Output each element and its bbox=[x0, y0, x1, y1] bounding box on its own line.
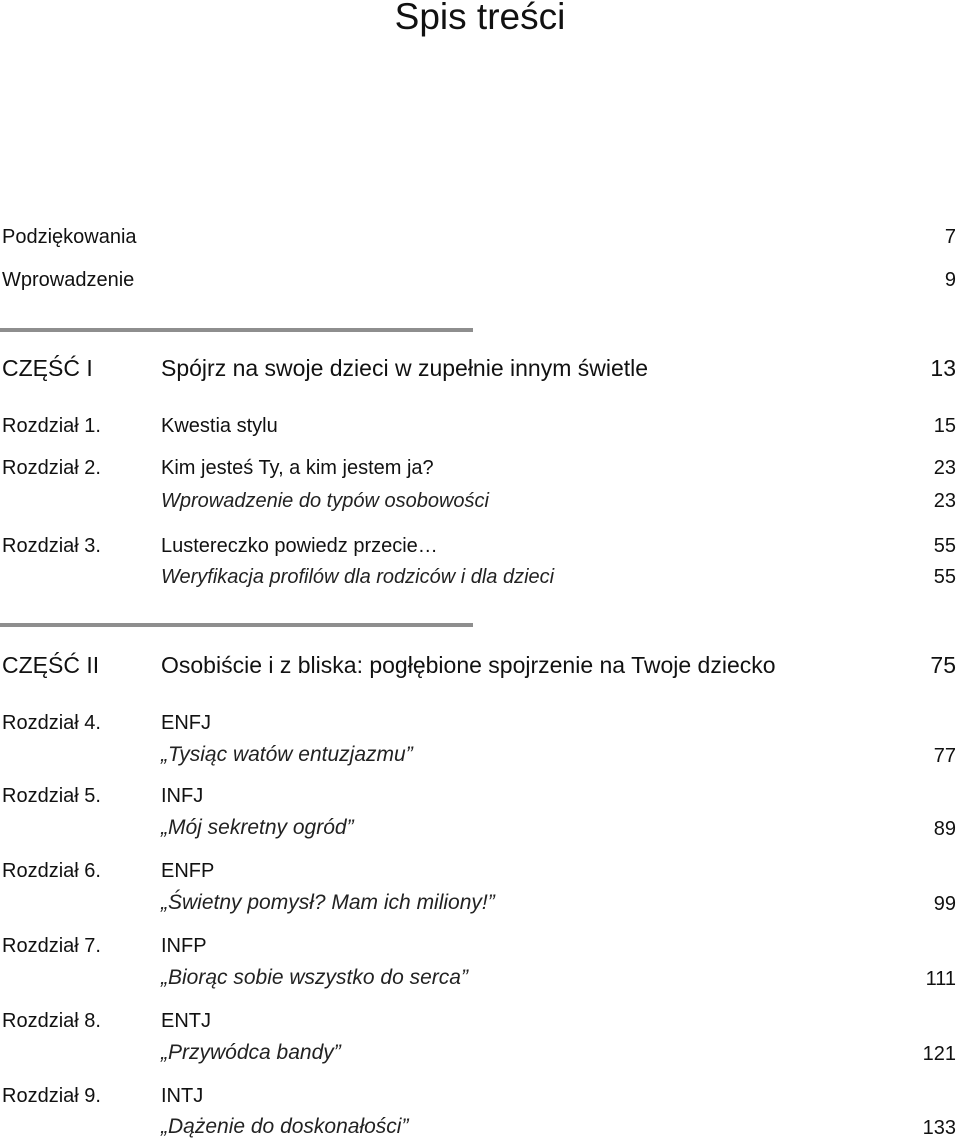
chapter-subtitle-page: 121 bbox=[922, 1043, 956, 1065]
part-label: CZĘŚĆ I bbox=[2, 355, 93, 381]
toc-front-page: 7 bbox=[944, 226, 956, 248]
chapter-subtitle-page: 99 bbox=[933, 893, 956, 915]
chapter-label: Rozdział 1. bbox=[2, 415, 101, 437]
chapter-title: INFJ bbox=[161, 785, 204, 807]
chapter-subtitle: „Przywódca bandy” bbox=[161, 1041, 341, 1064]
chapter-title: ENFP bbox=[161, 860, 215, 882]
chapter-subtitle-page: 89 bbox=[933, 818, 956, 840]
chapter-subtitle-page: 23 bbox=[933, 490, 956, 512]
part-label: CZĘŚĆ II bbox=[2, 652, 100, 678]
part-divider bbox=[0, 623, 473, 627]
chapter-page: 23 bbox=[933, 457, 956, 479]
chapter-subtitle-page: 133 bbox=[922, 1117, 956, 1139]
chapter-subtitle: „Dążenie do doskonałości” bbox=[161, 1115, 409, 1138]
chapter-subtitle: „Świetny pomysł? Mam ich miliony!” bbox=[161, 891, 495, 914]
chapter-page: 15 bbox=[933, 415, 956, 437]
toc-front-page: 9 bbox=[944, 269, 956, 291]
chapter-label: Rozdział 2. bbox=[2, 457, 101, 479]
chapter-label: Rozdział 5. bbox=[2, 785, 101, 807]
toc-front-label: Podziękowania bbox=[2, 226, 137, 248]
chapter-subtitle: „Tysiąc watów entuzjazmu” bbox=[161, 743, 413, 766]
chapter-title: Kim jesteś Ty, a kim jestem ja? bbox=[161, 457, 434, 479]
page-title: Spis treści bbox=[394, 0, 566, 37]
part-title: Spójrz na swoje dzieci w zupełnie innym świetle bbox=[161, 355, 649, 381]
chapter-title: ENTJ bbox=[161, 1010, 211, 1032]
chapter-subtitle: Weryfikacja profilów dla rodziców i dla dzieci bbox=[161, 566, 555, 588]
chapter-title: INTJ bbox=[161, 1085, 204, 1107]
chapter-subtitle-page: 55 bbox=[933, 566, 956, 588]
chapter-title: INFP bbox=[161, 935, 207, 957]
chapter-subtitle: „Biorąc sobie wszystko do serca” bbox=[161, 966, 468, 989]
part-divider bbox=[0, 328, 473, 332]
chapter-label: Rozdział 4. bbox=[2, 712, 101, 734]
part-page: 13 bbox=[930, 355, 956, 381]
part-title: Osobiście i z bliska: pogłębione spojrzenie na Twoje dziecko bbox=[161, 652, 776, 678]
chapter-label: Rozdział 6. bbox=[2, 860, 101, 882]
chapter-page: 55 bbox=[933, 535, 956, 557]
chapter-label: Rozdział 8. bbox=[2, 1010, 101, 1032]
chapter-subtitle: Wprowadzenie do typów osobowości bbox=[161, 490, 489, 512]
chapter-title: ENFJ bbox=[161, 712, 211, 734]
chapter-subtitle-page: 111 bbox=[925, 968, 956, 990]
chapter-label: Rozdział 7. bbox=[2, 935, 101, 957]
part-page: 75 bbox=[930, 652, 956, 678]
toc-front-label: Wprowadzenie bbox=[2, 269, 135, 291]
chapter-subtitle: „Mój sekretny ogród” bbox=[161, 816, 354, 839]
chapter-title: Lustereczko powiedz przecie… bbox=[161, 535, 438, 557]
chapter-label: Rozdział 9. bbox=[2, 1085, 101, 1107]
chapter-label: Rozdział 3. bbox=[2, 535, 101, 557]
chapter-title: Kwestia stylu bbox=[161, 415, 278, 437]
chapter-subtitle-page: 77 bbox=[933, 745, 956, 767]
